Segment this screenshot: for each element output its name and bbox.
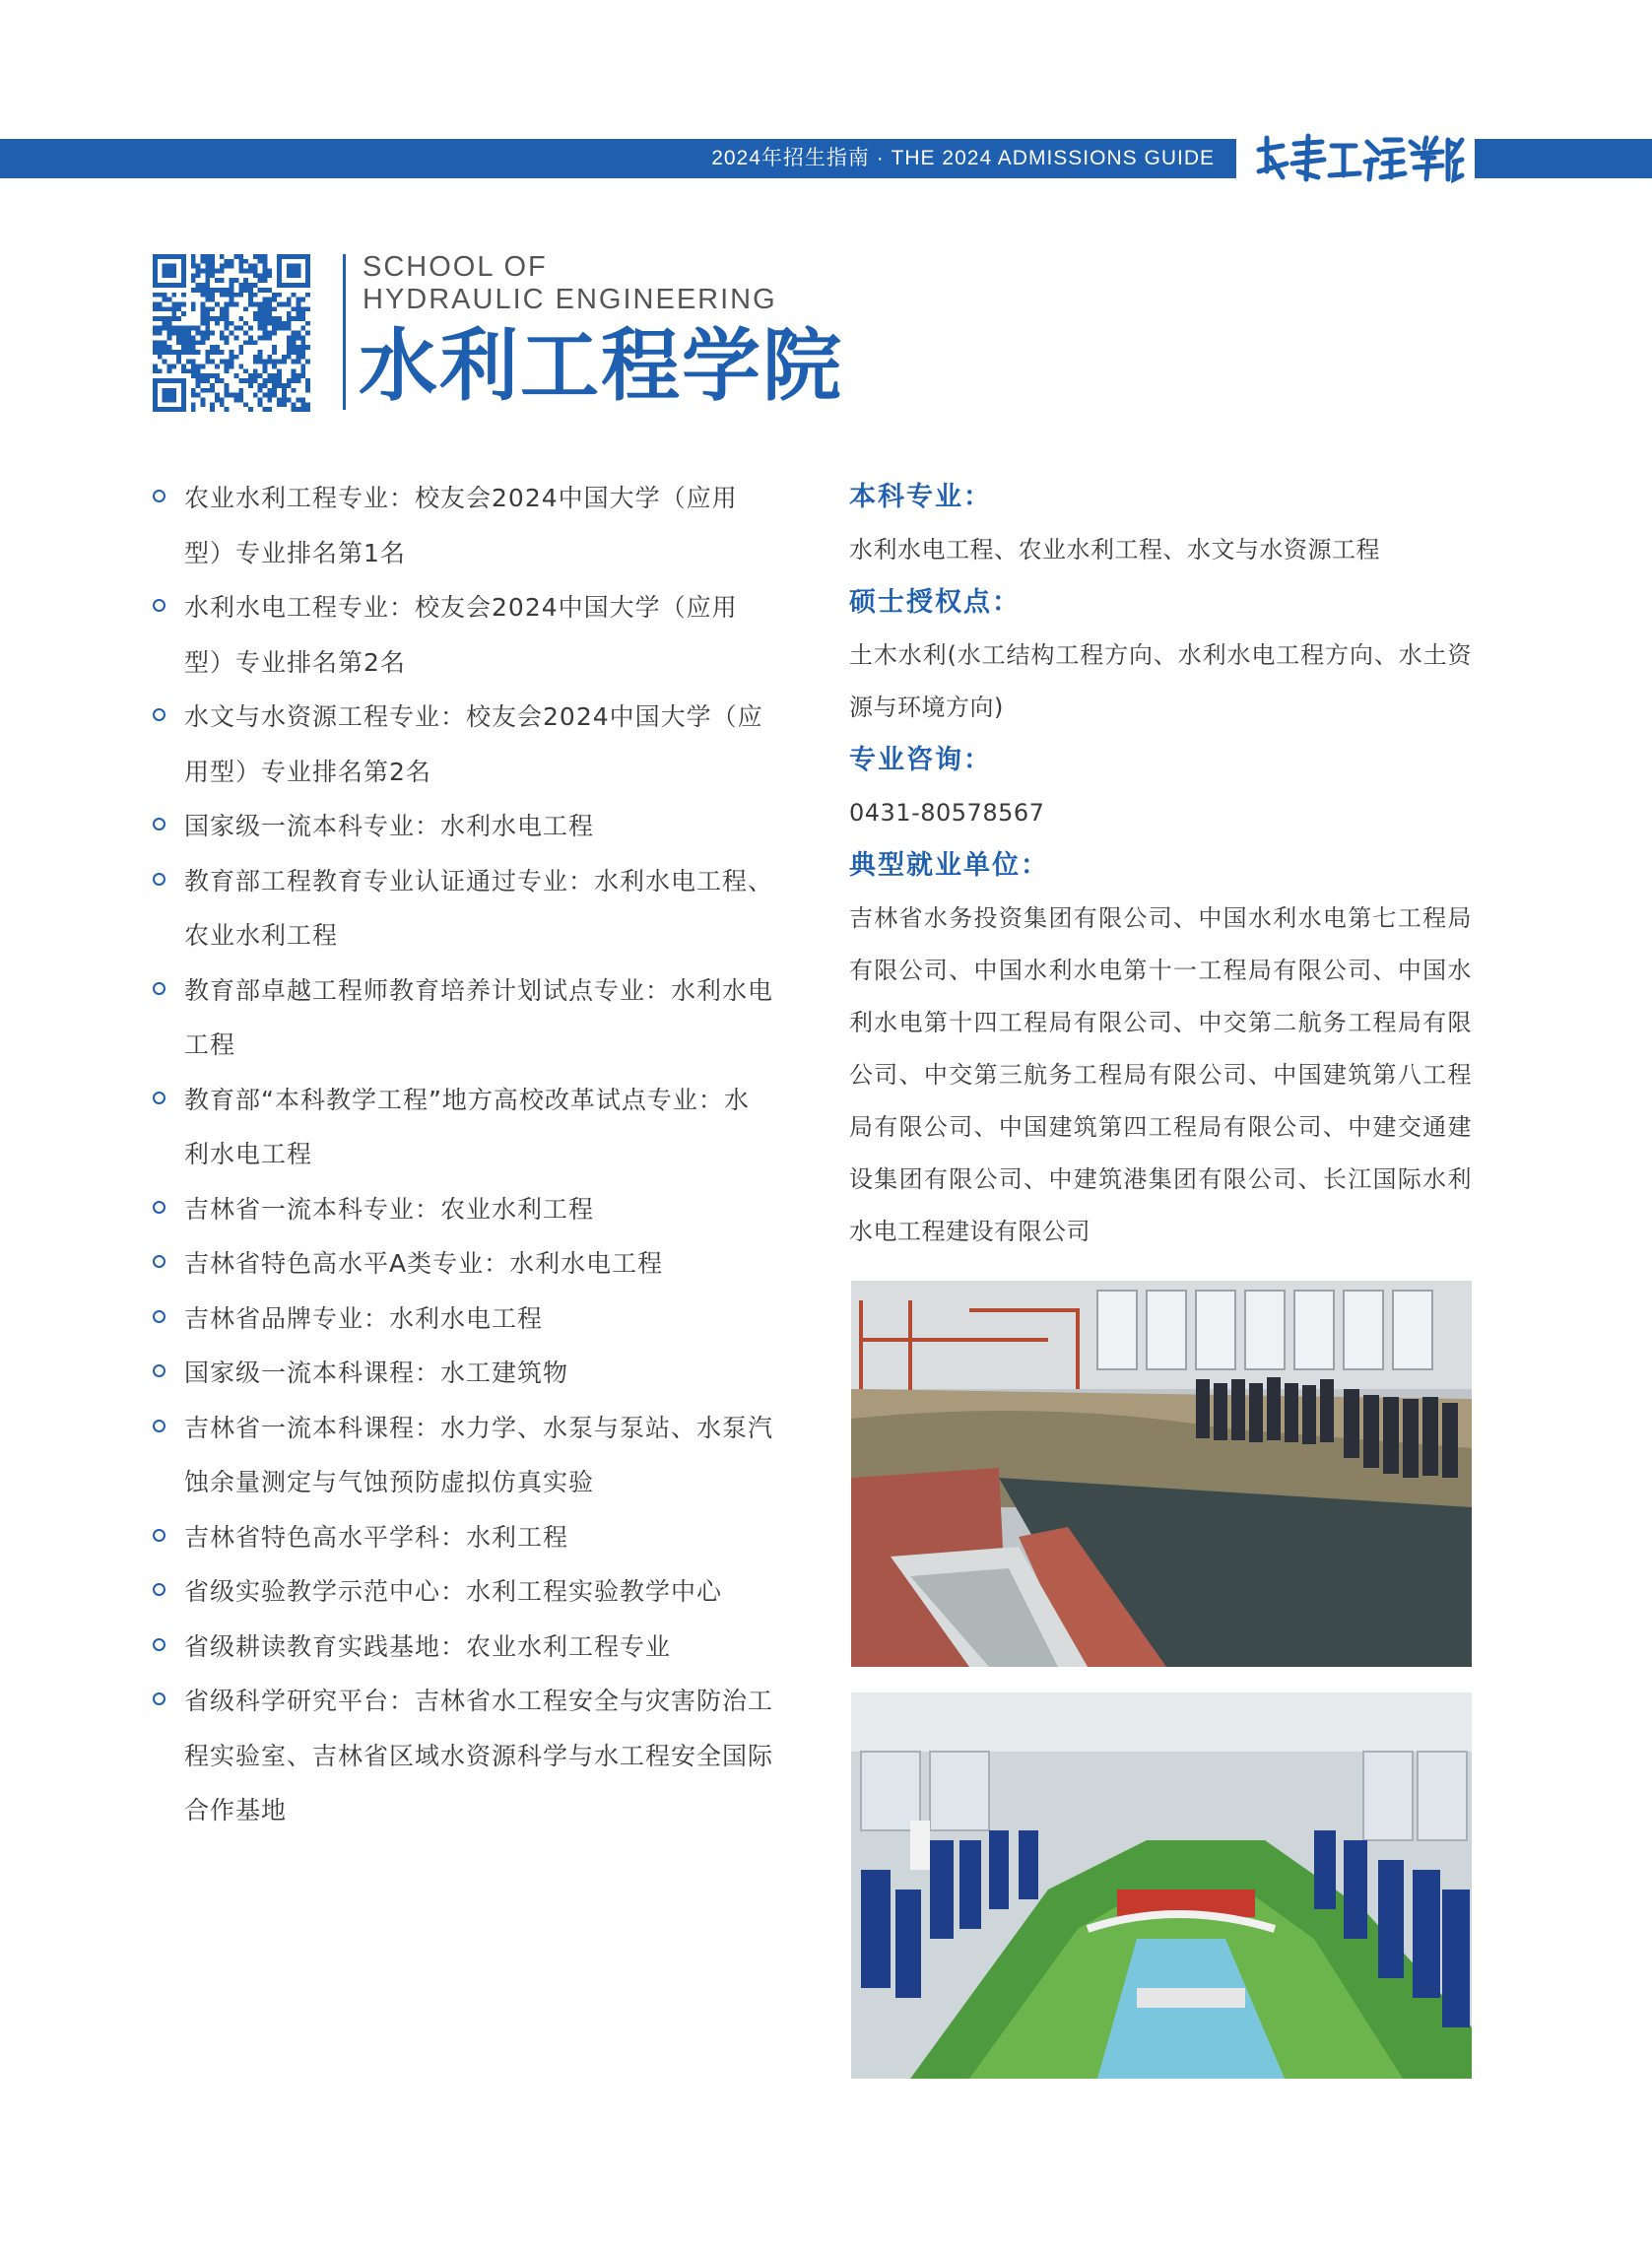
list-item-text: 教育部卓越工程师教育培养计划试点专业：水利水电工程 xyxy=(184,975,774,1059)
list-item-text: 省级科学研究平台：吉林省水工程安全与灾害防治工程实验室、吉林省区域水资源科学与水工程安全国际合作基地 xyxy=(184,1687,774,1824)
circle-bullet-icon xyxy=(153,1364,165,1377)
master-heading: 硕士授权点： xyxy=(849,587,1021,618)
list-item xyxy=(153,1510,773,1565)
list-item-text: 教育部“本科教学工程”地方高校改革试点专业：水利水电工程 xyxy=(184,1085,750,1168)
circle-bullet-icon xyxy=(153,1638,165,1651)
school-logo xyxy=(1253,132,1465,185)
consult-phone[interactable]: 0431-80578567 xyxy=(849,799,1045,827)
list-item-text: 水利水电工程专业：校友会2024中国大学（应用型）专业排名第2名 xyxy=(184,593,738,677)
circle-bullet-icon xyxy=(153,1692,165,1705)
circle-bullet-icon xyxy=(153,599,165,612)
list-item xyxy=(153,799,773,854)
header-band-text: 2024年招生指南 · THE 2024 ADMISSIONS GUIDE xyxy=(711,147,1215,169)
employer-text: 吉林省水务投资集团有限公司、中国水利水电第七工程局有限公司、中国水利水电第十一工程局有限公司、中国水利水电第十四工程局有限公司、中交第二航务工程局有限公司、中交第三航务工程局有限公司、中国建筑第八工程局有限公司、中国建筑第四工程局有限公司、中建交通建设集团有限公司、中建筑港集团有限公司、长江国际水利水电工程建设有限公司 xyxy=(849,904,1472,1245)
master-text: 土木水利(水工结构工程方向、水利水电工程方向、水土资源与环境方向) xyxy=(849,641,1472,721)
lab-photo-2-illustration xyxy=(851,1692,1472,2079)
page-title: 水利工程学院 xyxy=(359,320,843,412)
circle-bullet-icon xyxy=(153,1201,165,1214)
circle-bullet-icon xyxy=(153,490,165,502)
circle-bullet-icon xyxy=(153,1529,165,1542)
list-item-text: 农业水利工程专业：校友会2024中国大学（应用型）专业排名第1名 xyxy=(184,484,738,567)
header-band xyxy=(0,139,1236,178)
list-item xyxy=(153,1674,773,1838)
employer-heading: 典型就业单位： xyxy=(849,850,1049,881)
list-item-text: 国家级一流本科课程：水工建筑物 xyxy=(184,1359,569,1387)
lab-photo-hydraulic-model xyxy=(851,1281,1472,1667)
list-item-text: 吉林省品牌专业：水利水电工程 xyxy=(184,1303,544,1333)
header-band-right xyxy=(1475,139,1652,178)
list-item xyxy=(153,1346,773,1401)
school-logo-calligraphy xyxy=(1253,132,1465,185)
circle-bullet-icon xyxy=(153,1255,165,1268)
circle-bullet-icon xyxy=(153,1420,165,1432)
list-item xyxy=(153,580,773,690)
circle-bullet-icon xyxy=(153,1092,165,1104)
list-item xyxy=(153,1236,773,1292)
circle-bullet-icon xyxy=(153,1583,165,1596)
list-item-text: 吉林省一流本科专业：农业水利工程 xyxy=(184,1194,595,1224)
list-item-text: 省级耕读教育实践基地：农业水利工程专业 xyxy=(184,1631,672,1661)
list-item-text: 教育部工程教育专业认证通过专业：水利水电工程、农业水利工程 xyxy=(184,866,774,950)
title-divider xyxy=(343,254,346,410)
circle-bullet-icon xyxy=(153,818,165,830)
circle-bullet-icon xyxy=(153,982,165,995)
list-item-text: 水文与水资源工程专业：校友会2024中国大学（应用型）专业排名第2名 xyxy=(184,702,763,786)
list-item xyxy=(153,1401,773,1510)
undergrad-heading: 本科专业： xyxy=(849,482,992,512)
lab-photo-dam-model xyxy=(851,1692,1472,2079)
list-item xyxy=(153,963,773,1073)
list-item-text: 国家级一流本科专业：水利水电工程 xyxy=(184,812,595,840)
list-item xyxy=(153,690,773,799)
list-item xyxy=(153,854,773,963)
circle-bullet-icon xyxy=(153,873,165,886)
circle-bullet-icon xyxy=(153,1310,165,1323)
list-item xyxy=(153,1620,773,1675)
list-item xyxy=(153,1292,773,1347)
list-item xyxy=(153,1564,773,1620)
list-item xyxy=(153,1182,773,1237)
highlights-list xyxy=(153,471,773,1838)
list-item-text: 吉林省特色高水平A类专业：水利水电工程 xyxy=(184,1249,664,1278)
list-item-text: 省级实验教学示范中心：水利工程实验教学中心 xyxy=(184,1577,723,1606)
list-item xyxy=(153,1073,773,1182)
undergrad-text: 水利水电工程、农业水利工程、水文与水资源工程 xyxy=(849,536,1380,564)
circle-bullet-icon xyxy=(153,708,165,721)
consult-heading: 专业咨询： xyxy=(849,745,992,775)
list-item-text: 吉林省一流本科课程：水力学、水泵与泵站、水泵汽蚀余量测定与气蚀预防虚拟仿真实验 xyxy=(184,1413,774,1496)
qr-code-icon[interactable] xyxy=(153,254,310,412)
title-english-line1: SCHOOL OF xyxy=(363,251,548,283)
title-english-line2: HYDRAULIC ENGINEERING xyxy=(363,284,777,315)
qr-code-graphic xyxy=(153,254,310,412)
list-item-text: 吉林省特色高水平学科：水利工程 xyxy=(184,1522,569,1552)
list-item xyxy=(153,471,773,580)
title-english xyxy=(363,251,796,316)
lab-photo-1-illustration xyxy=(851,1281,1472,1667)
info-column xyxy=(849,471,1472,1258)
